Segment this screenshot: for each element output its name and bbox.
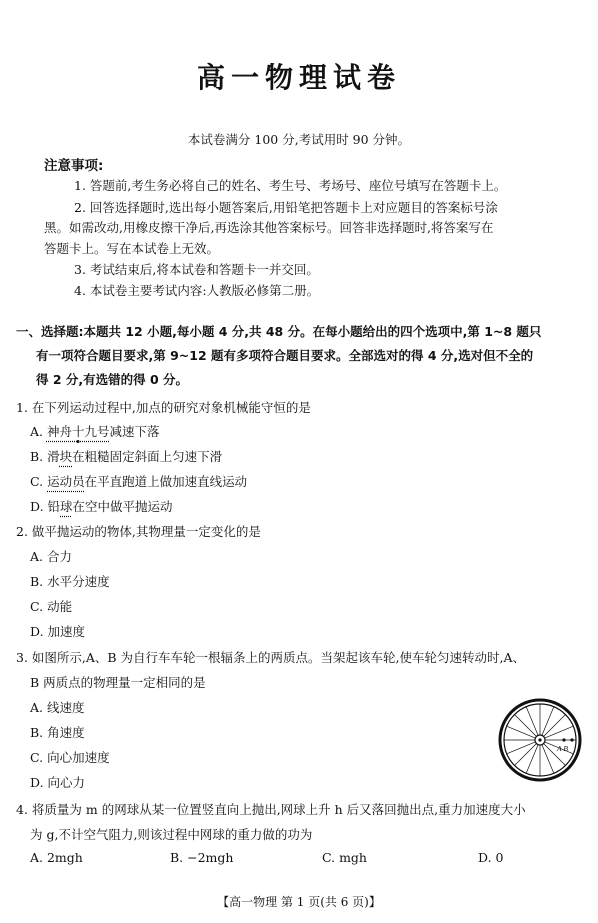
notice-item: 2. 回答选择题时,选出每小题答案后,用铅笔把答题卡上对应题目的答案标号涂 <box>74 200 498 215</box>
dotted-subject: 球 <box>60 499 73 514</box>
notice-heading: 注意事项: <box>44 158 104 174</box>
point-a <box>562 738 565 741</box>
question-3-stem: 3. 如图所示,A、B 为自行车车轮一根辐条上的两质点。当架起该车轮,使车轮匀速转动时,A、 <box>16 650 526 665</box>
option-prefix: B. 滑 <box>30 449 60 464</box>
question-4-stem-line2: 为 g,不计空气阻力,则该过程中网球的重力做的功为 <box>30 827 313 842</box>
dotted-subject: 块 <box>59 449 73 464</box>
option-text: 在平直跑道上做加速直线运动 <box>84 474 248 489</box>
question-3-option-a: A. 线速度 <box>30 700 85 715</box>
page-title: 高一物理试卷 <box>196 61 401 94</box>
option-prefix: A. <box>30 424 47 439</box>
question-1-stem: 1. 在下列运动过程中,加点的研究对象机械能守恒的是 <box>16 400 311 415</box>
question-3-option-b: B. 角速度 <box>30 725 85 740</box>
question-4-stem: 4. 将质量为 m 的网球从某一位置竖直向上抛出,网球上升 h 后又落回抛出点,重力加速度大小 <box>16 802 526 817</box>
question-2-option-b: B. 水平分速度 <box>30 574 110 589</box>
notice-item: 答题卡上。写在本试卷上无效。 <box>44 241 220 256</box>
figure-point-label: A B <box>557 744 568 753</box>
question-4-option-a: A. 2mgh <box>30 850 83 865</box>
section-heading-line: 有一项符合题目要求,第 9~12 题有多项符合题目要求。全部选对的得 4 分,选对但不全的 <box>36 348 534 363</box>
section-heading: 一、选择题:本题共 12 小题,每小题 4 分,共 48 分。在每小题给出的四个选项中,第 1~8 题只 <box>16 324 542 339</box>
question-1-option-b <box>30 447 222 465</box>
exam-meta: 本试卷满分 100 分,考试用时 90 分钟。 <box>187 132 411 147</box>
dotted-subject: 运动员 <box>47 474 85 489</box>
option-text: 减速下落 <box>109 424 160 439</box>
option-prefix: C. <box>30 474 48 489</box>
question-3-option-c: C. 向心加速度 <box>30 750 110 765</box>
question-3-stem-line2: B 两质点的物理量一定相同的是 <box>30 675 206 690</box>
bicycle-wheel-figure <box>498 698 582 782</box>
question-4-option-d: D. 0 <box>478 850 504 865</box>
option-text: 在粗糙固定斜面上匀速下滑 <box>72 449 223 464</box>
option-prefix: D. 铅 <box>30 499 61 514</box>
question-3-option-d: D. 向心力 <box>30 775 86 790</box>
notice-item: 1. 答题前,考生务必将自己的姓名、考生号、考场号、座位号填写在答题卡上。 <box>74 178 507 193</box>
question-1-option-d <box>30 497 173 515</box>
notice-item: 黑。如需改动,用橡皮擦干净后,再选涂其他答案标号。回答非选择题时,将答案写在 <box>44 220 494 235</box>
question-4-option-b: B. −2mgh <box>170 850 234 865</box>
dotted-subject: 神舟十九号 <box>46 424 110 439</box>
page-footer: 【高一物理 第 1 页(共 6 页)】 <box>217 895 381 909</box>
section-heading-line: 得 2 分,有选错的得 0 分。 <box>36 372 189 387</box>
question-2-stem: 2. 做平抛运动的物体,其物理量一定变化的是 <box>16 524 261 539</box>
question-1-option-c <box>30 472 247 490</box>
question-2-option-a: A. 合力 <box>30 549 72 564</box>
notice-item: 3. 考试结束后,将本试卷和答题卡一并交回。 <box>74 262 319 277</box>
option-text: 在空中做平抛运动 <box>72 499 173 514</box>
question-4-option-c: C. mgh <box>322 850 367 865</box>
question-2-option-d: D. 加速度 <box>30 624 86 639</box>
notice-item: 4. 本试卷主要考试内容:人教版必修第二册。 <box>74 283 320 298</box>
question-1-option-a <box>30 422 160 440</box>
question-2-option-c: C. 动能 <box>30 599 73 614</box>
point-b <box>570 738 573 741</box>
